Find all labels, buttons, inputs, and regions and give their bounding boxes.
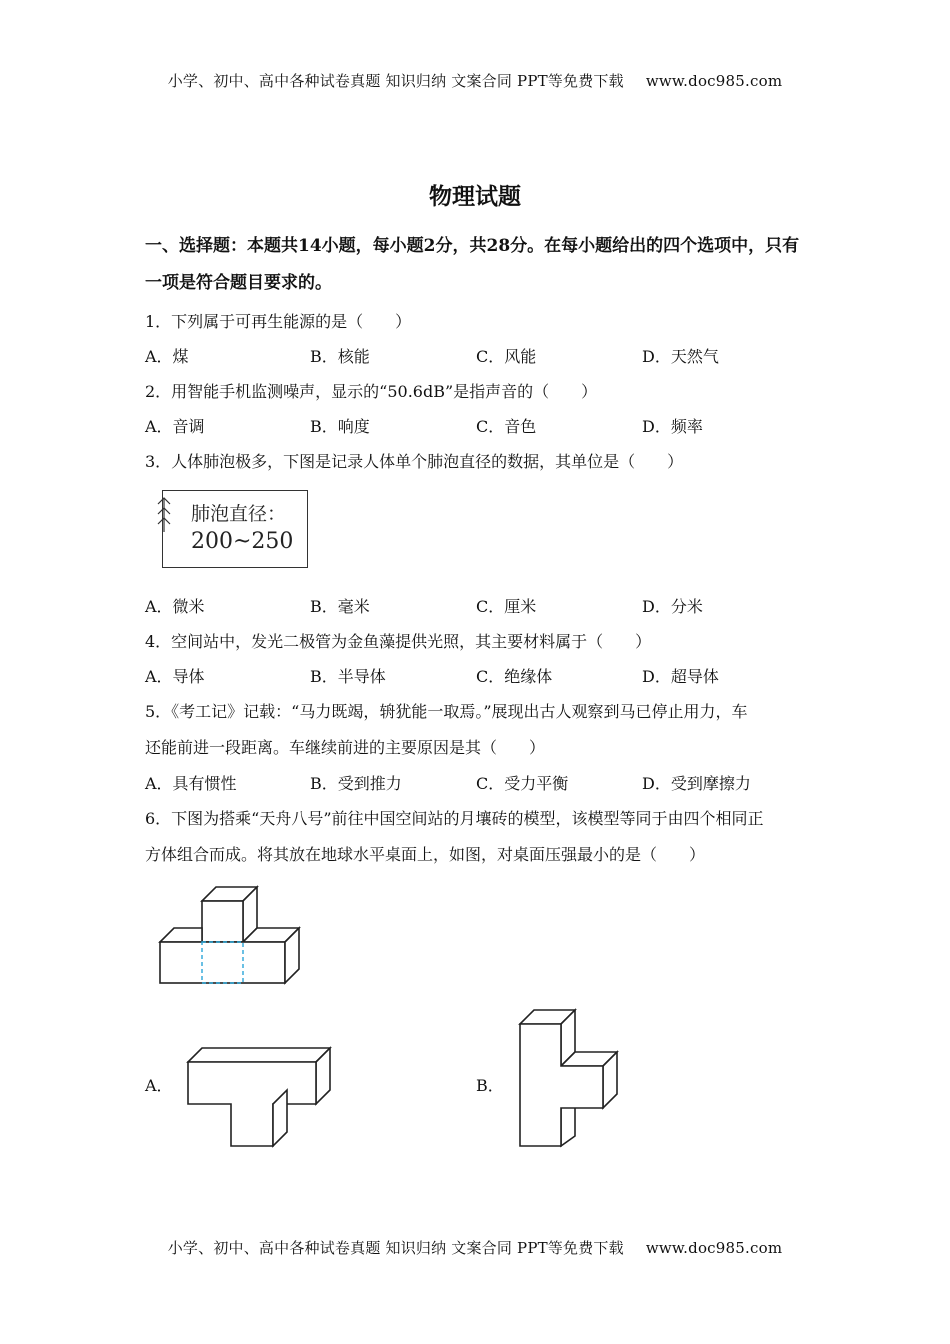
question-5-stem-line2: 还能前进一段距离。车继续前进的主要原因是其（ ） <box>145 738 546 757</box>
banner-text: 小学、初中、高中各种试卷真题 知识归纳 文案合同 PPT等免费下载 <box>167 72 624 90</box>
question-3-stem: 3．人体肺泡极多，下图是记录人体单个肺泡直径的数据，其单位是（ ） <box>145 452 684 471</box>
q2-option-a: A．音调 <box>145 417 205 436</box>
footer-banner <box>0 1237 950 1258</box>
banner-site-link[interactable]: www.doc985.com <box>645 72 783 90</box>
q3-option-d: D．分米 <box>642 597 703 616</box>
q4-option-d: D．超导体 <box>642 667 719 686</box>
section-heading: 一、选择题：本题共14小题，每小题2分，共28分。在每小题给出的四个选项中，只有一项是符合题目要求的。 <box>145 236 800 293</box>
figure-label: 肺泡直径： <box>191 503 287 525</box>
q2-option-b: B．响度 <box>310 417 370 436</box>
chevron-arrows-icon <box>156 496 176 536</box>
question-6-stem-line1: 6．下图为搭乘“天舟八号”前往中国空间站的月壤砖的模型，该模型等同于由四个相同正 <box>145 809 764 828</box>
q5-option-c: C．受力平衡 <box>476 774 569 793</box>
question-4-stem: 4．空间站中，发光二极管为金鱼藻提供光照，其主要材料属于（ ） <box>145 632 652 651</box>
question-1-stem: 1．下列属于可再生能源的是（ ） <box>145 312 412 331</box>
q3-option-a: A．微米 <box>145 597 205 616</box>
q2-option-c: C．音色 <box>476 417 537 436</box>
q3-option-b: B．毫米 <box>310 597 370 616</box>
footer-banner-text: 小学、初中、高中各种试卷真题 知识归纳 文案合同 PPT等免费下载 <box>167 1239 624 1257</box>
option-a-figure <box>180 1042 340 1152</box>
footer-site-link[interactable]: www.doc985.com <box>645 1239 783 1257</box>
q1-option-b: B．核能 <box>310 347 370 366</box>
q3-option-c: C．厘米 <box>476 597 537 616</box>
figure-value: 200~250 <box>191 529 294 554</box>
question-6-stem-line2: 方体组合而成。将其放在地球水平桌面上，如图，对桌面压强最小的是（ ） <box>145 845 706 864</box>
question-5-stem-line1: 5．《考工记》记载：“马力既竭，辀犹能一取焉。”展现出古人观察到马已停止用力，车 <box>145 702 748 721</box>
question-2-stem: 2．用智能手机监测噪声，显示的“50.6dB”是指声音的（ ） <box>145 382 598 401</box>
q6-option-b: B． <box>476 1076 504 1095</box>
q1-option-c: C．风能 <box>476 347 537 366</box>
q4-option-b: B．半导体 <box>310 667 386 686</box>
q5-option-b: B．受到推力 <box>310 774 402 793</box>
q1-option-a: A．煤 <box>145 347 189 366</box>
page-title: 物理试题 <box>429 183 521 210</box>
q4-option-a: A．导体 <box>145 667 205 686</box>
q2-option-d: D．频率 <box>642 417 703 436</box>
q1-option-d: D．天然气 <box>642 347 719 366</box>
q4-option-c: C．绝缘体 <box>476 667 553 686</box>
q6-option-a: A． <box>145 1076 173 1095</box>
alveolus-diameter-figure <box>162 490 308 568</box>
q5-option-a: A．具有惯性 <box>145 774 237 793</box>
option-b-figure <box>510 1000 630 1150</box>
q5-option-d: D．受到摩擦力 <box>642 774 751 793</box>
header-banner <box>0 70 950 91</box>
lunar-brick-model-figure <box>150 880 310 990</box>
